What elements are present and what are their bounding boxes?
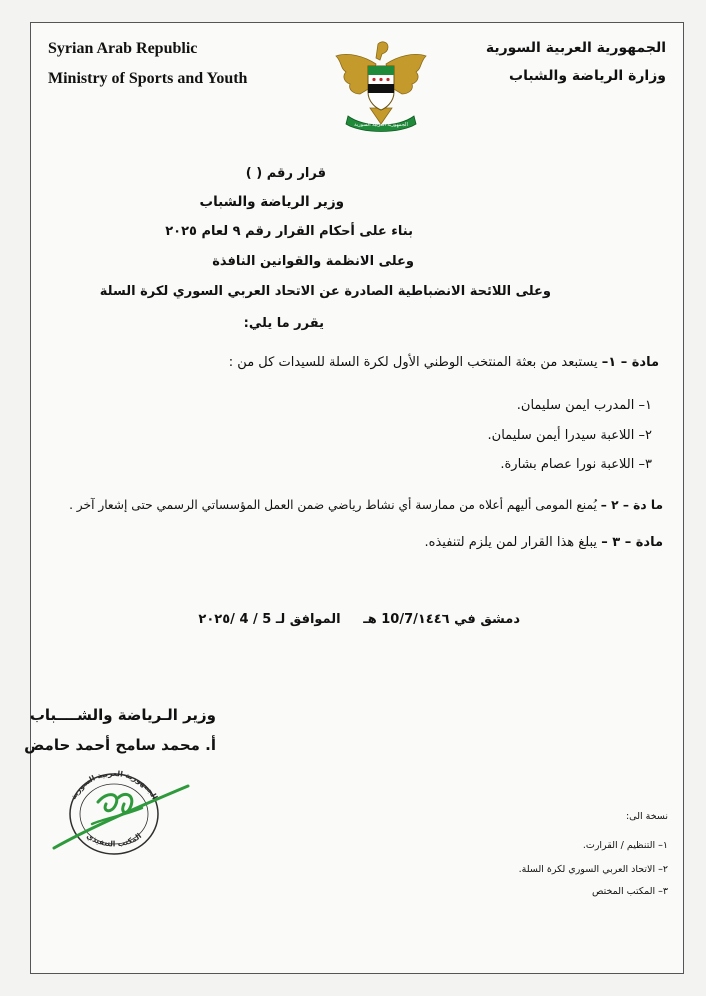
article-2-text: يُمنع المومى أليهم أعلاه من ممارسة أي نشاط رياضي ضمن العمل المؤسساتي الرسمي حتى إشعار آخر . bbox=[69, 498, 597, 512]
preamble-line-3: وعلى اللائحة الانضباطية الصادرة عن الاتحاد العربي السوري لكرة السلة bbox=[99, 284, 551, 299]
header-ministry-en: Ministry of Sports and Youth bbox=[48, 70, 248, 87]
copies-item-1: ١– التنظيم / القرارت. bbox=[582, 840, 668, 851]
copies-item-3: ٣– المكتب المختص bbox=[591, 886, 668, 897]
signature-name: أ. محمد سامح أحمد حامض bbox=[24, 736, 216, 754]
copies-heading: نسخة الى: bbox=[625, 811, 668, 822]
article-2-label: ما دة – ٢ – bbox=[600, 498, 663, 512]
header-country-en: Syrian Arab Republic bbox=[48, 40, 198, 57]
article-3 bbox=[425, 535, 663, 550]
syrian-eagle-emblem-icon bbox=[330, 38, 432, 138]
signature-title: وزير الـرياضة والشــــباب bbox=[29, 706, 216, 724]
decision-issuer: وزير الرياضة والشباب bbox=[199, 194, 344, 210]
date-hijri: دمشق في 10/7/١٤٤٦ هـ bbox=[363, 612, 520, 627]
article-2 bbox=[69, 498, 663, 512]
article-3-label: مادة – ٣ – bbox=[601, 535, 663, 550]
date-line bbox=[198, 612, 520, 627]
decides-line: يقرر ما يلي: bbox=[243, 316, 324, 331]
decision-number: قرار رقم ( ) bbox=[245, 166, 326, 181]
official-stamp-icon bbox=[46, 768, 196, 856]
article-1-label: مادة – ١– bbox=[601, 355, 659, 370]
copies-item-2: ٢– الاتحاد العربي السوري لكرة السلة. bbox=[518, 864, 668, 875]
article-3-text: يبلغ هذا القرار لمن يلزم لتنفيذه. bbox=[424, 535, 598, 550]
preamble-line-2: وعلى الانظمة والقوانين النافذة bbox=[212, 254, 414, 269]
article-1-item-3: ٣– اللاعبة نورا عصام بشارة. bbox=[500, 457, 652, 472]
article-1-item-1: ١– المدرب ايمن سليمان. bbox=[516, 398, 652, 413]
svg-text:الجمهورية العربية السورية: الجمهورية العربية السورية bbox=[354, 122, 408, 128]
header-country-ar: الجمهورية العربية السورية bbox=[485, 40, 666, 56]
article-1 bbox=[229, 355, 659, 370]
header-ministry-ar: وزارة الرياضة والشباب bbox=[509, 68, 666, 84]
svg-text:المكتب التنفيذي: المكتب التنفيذي bbox=[84, 831, 144, 849]
article-1-text: يستبعد من بعثة المنتخب الوطني الأول لكرة السلة للسيدات كل من : bbox=[228, 355, 598, 370]
preamble-line-1: بناء على أحكام القرار رقم ٩ لعام ٢٠٢٥ bbox=[165, 224, 413, 239]
svg-text:الجمهورية العربية السورية: الجمهورية العربية السورية bbox=[68, 768, 160, 801]
article-1-item-2: ٢– اللاعبة سيدرا أيمن سليمان. bbox=[487, 428, 652, 443]
date-gregorian: الموافق لـ 5 / 4 /٢٠٢٥ bbox=[198, 612, 341, 627]
